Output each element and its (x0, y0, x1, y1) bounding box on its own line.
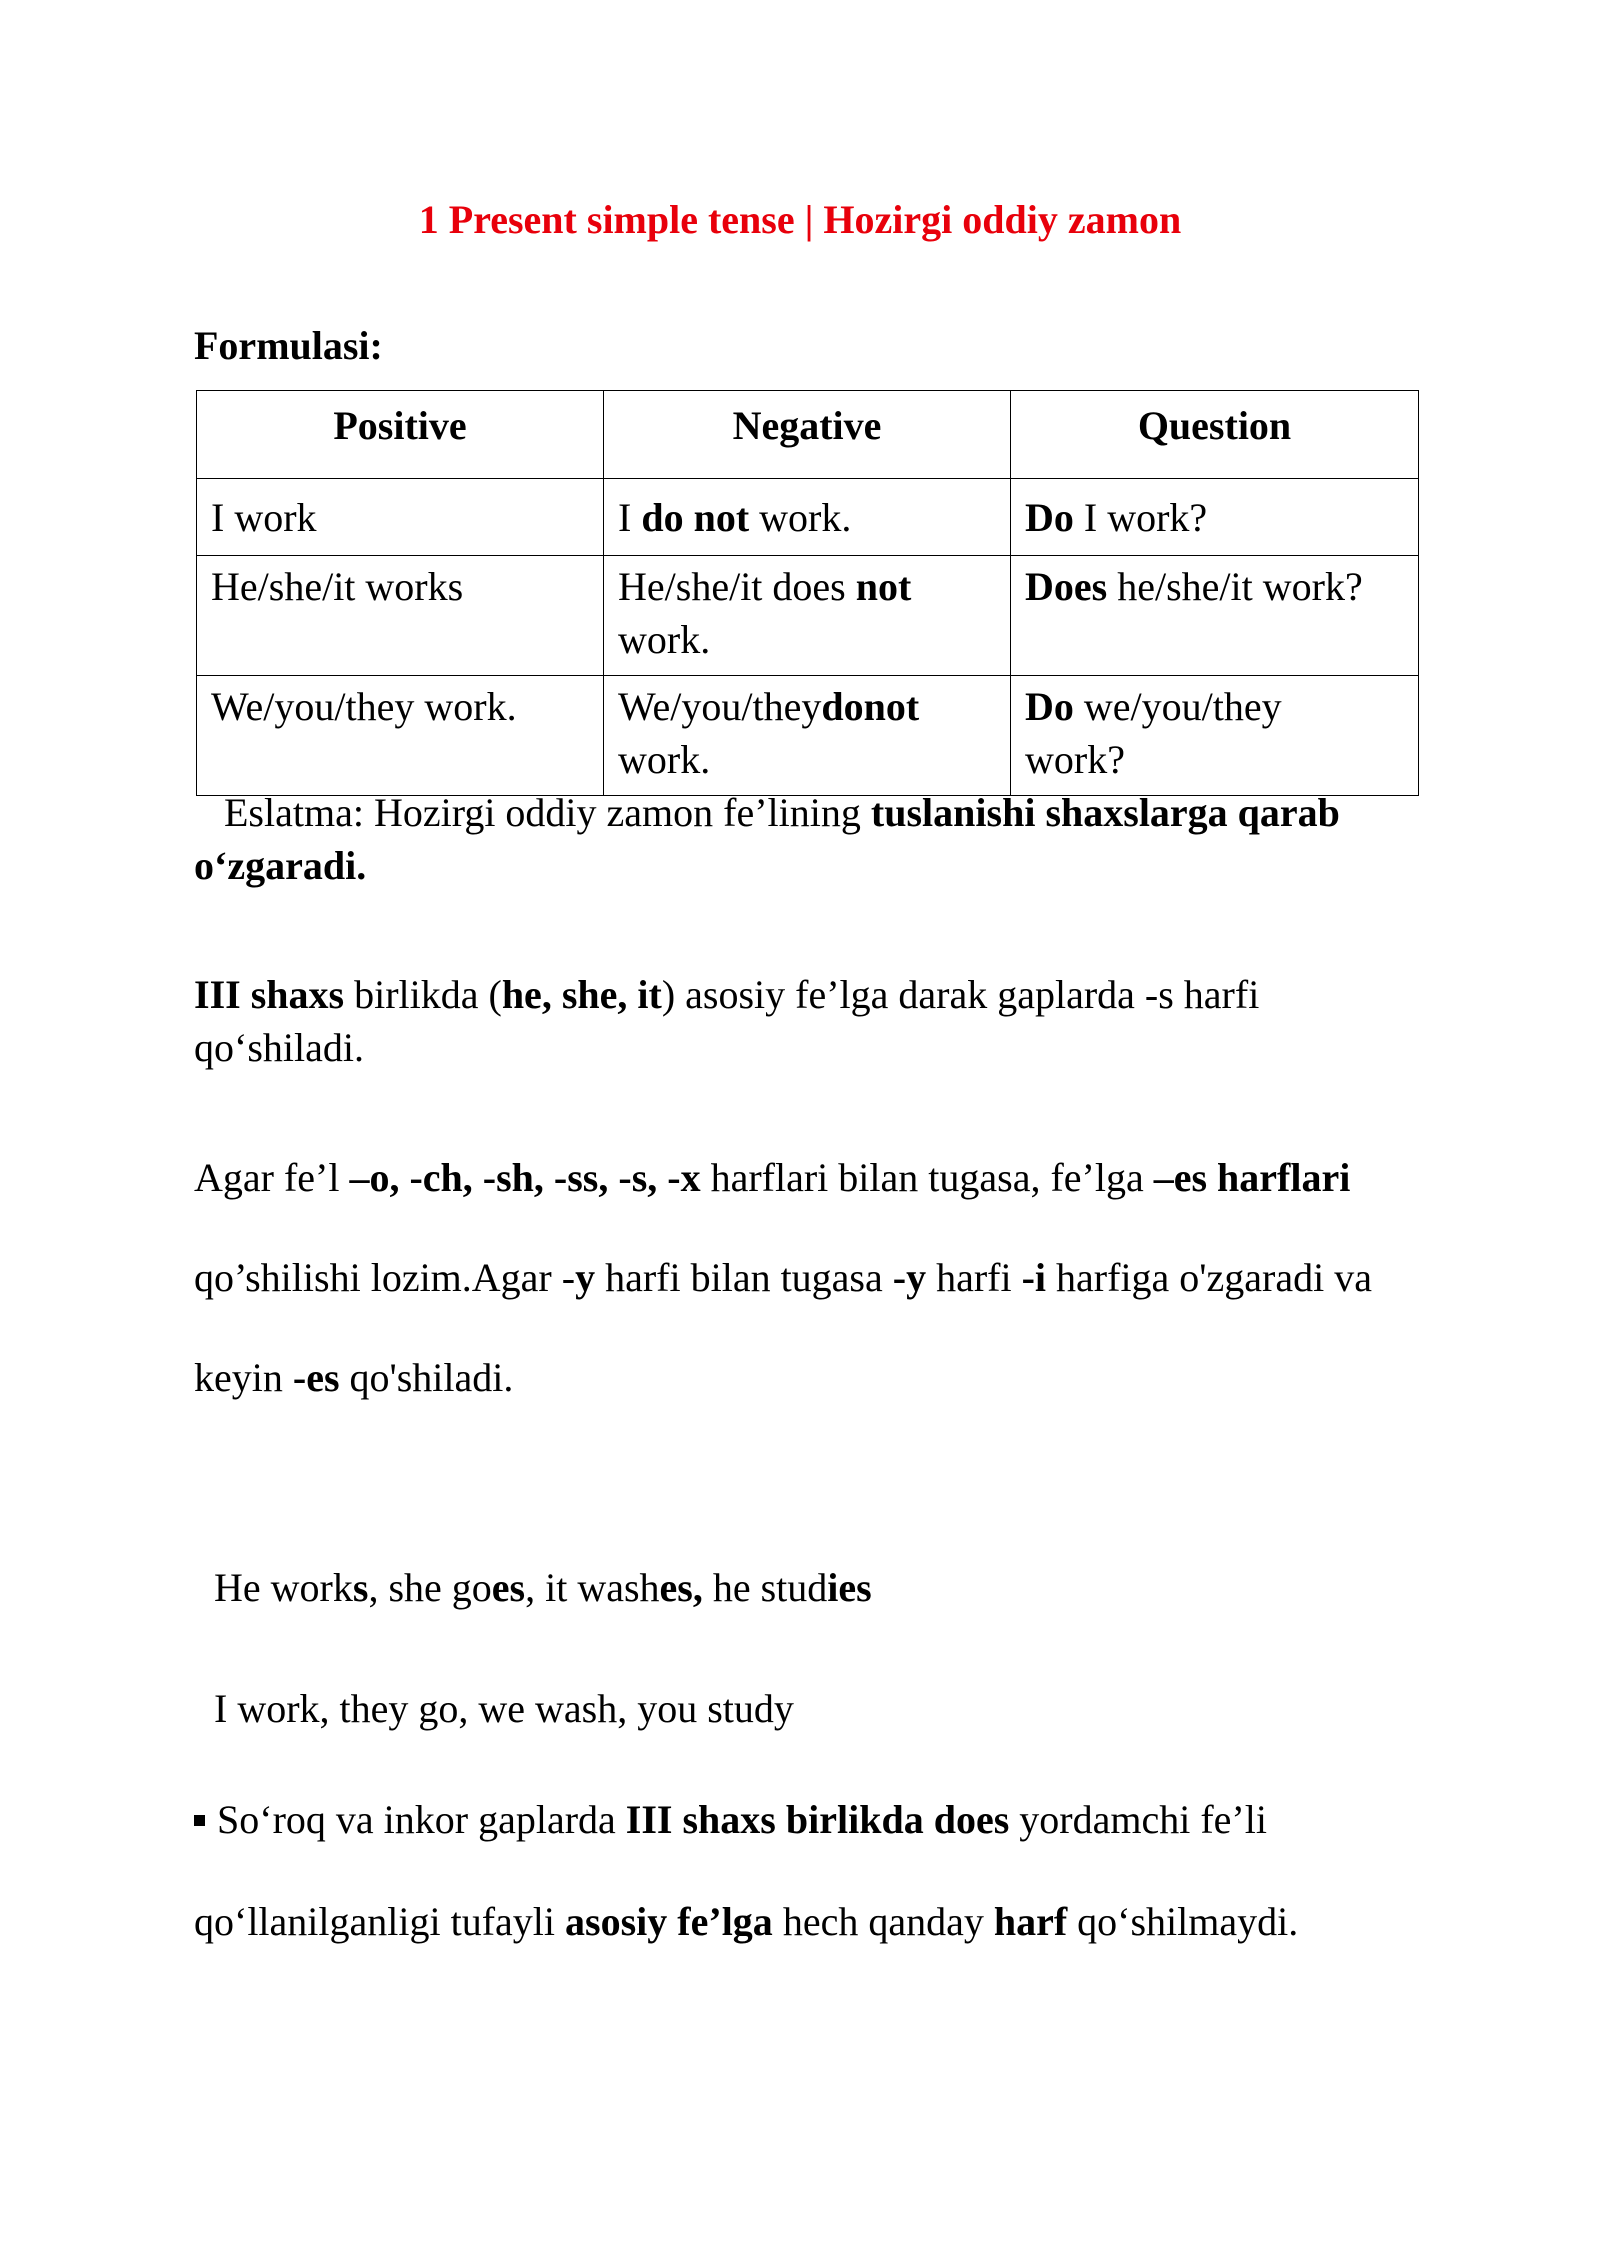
plain-text: ) asosiy fe’lga darak gaplarda -s harfi qo‘shiladi. (194, 972, 1260, 1070)
cell-bold: Do (1025, 684, 1074, 729)
table-row (197, 479, 1419, 556)
cell-bold: do (821, 684, 864, 729)
example-line-third-person (214, 1561, 1454, 1614)
plain-text: harfiga o'zgaradi va keyin (194, 1255, 1372, 1400)
plain-text: hech qanday (772, 1899, 994, 1944)
spelling-rule-paragraph (194, 1128, 1434, 1428)
cell-line: work. (618, 737, 711, 782)
bold-text: y (575, 1255, 596, 1300)
bold-suffix: es, (659, 1565, 703, 1610)
cell-negative (604, 556, 1011, 676)
cell-positive: We/you/they work. (197, 676, 604, 796)
cell-text: work. (749, 494, 852, 540)
third-person-paragraph (194, 968, 1434, 1074)
header-positive: Positive (197, 391, 604, 479)
cell-positive: He/she/it works (197, 556, 604, 676)
plain-text: qo‘shilmaydi. (1067, 1899, 1299, 1944)
cell-text: work? (1025, 737, 1125, 782)
bold-text: III shaxs birlikda does (625, 1797, 1010, 1842)
bold-suffix: ies (827, 1565, 872, 1610)
conjugation-table (196, 390, 1419, 796)
bold-text: –o, -ch, -sh, -ss, -s, -x (349, 1155, 701, 1200)
plain-text: birlikda ( (344, 972, 502, 1017)
note-text: Eslatma: Hozirgi oddiy zamon fe’lining (224, 790, 871, 835)
bold-text: –es harflari (1153, 1155, 1351, 1200)
table-row (197, 676, 1419, 796)
note-bold: tuslanishi shaxslarga qarab o‘zgaradi. (194, 790, 1340, 888)
cell-bold: Does (1025, 564, 1108, 609)
bullet-paragraph (194, 1769, 1434, 1973)
cell-text: He/she/it does (618, 564, 856, 609)
cell-text: he/she/it work? (1107, 564, 1363, 609)
bullet-icon (194, 1815, 205, 1826)
plain-text: , she go (368, 1565, 492, 1610)
cell-bold: do not (641, 494, 750, 540)
cell-question (1011, 556, 1419, 676)
plain-text: , it wash (525, 1565, 660, 1610)
header-question: Question (1011, 391, 1419, 479)
plain-text: harfi (926, 1255, 1022, 1300)
cell-line (618, 680, 996, 733)
cell-text: I (618, 494, 642, 540)
bold-text: asosiy fe’lga (565, 1899, 773, 1944)
bold-suffix: s (352, 1565, 369, 1610)
plain-text: Agar fe’l (194, 1155, 350, 1200)
plain-text: he stud (702, 1565, 828, 1610)
cell-question (1011, 676, 1419, 796)
plain-text: qo'shiladi. (339, 1355, 514, 1400)
bold-text: III shaxs (194, 972, 345, 1017)
table-row (197, 556, 1419, 676)
cell-negative (604, 676, 1011, 796)
bold-suffix: es (491, 1565, 526, 1610)
bold-text: he, she, it (501, 972, 662, 1017)
cell-text: we/you/they (1073, 684, 1282, 729)
page-title: 1 Present simple tense | Hozirgi oddiy zamon (418, 197, 1182, 242)
cell-text: I work? (1073, 494, 1208, 540)
bold-text: -y (892, 1255, 927, 1300)
bold-text: -i (1021, 1255, 1047, 1300)
cell-text: We/you/they (618, 684, 822, 729)
formula-heading: Formulasi: (194, 323, 383, 368)
cell-negative (604, 479, 1011, 556)
header-negative: Negative (604, 391, 1011, 479)
table-header-row (197, 391, 1419, 479)
plain-text: So‘roq va inkor gaplarda (217, 1797, 626, 1842)
plain-text: harflari bilan tugasa, fe’lga (700, 1155, 1154, 1200)
bold-text: -es (292, 1355, 340, 1400)
note-paragraph (194, 786, 1434, 892)
cell-question (1011, 479, 1419, 556)
bold-text: harf (993, 1899, 1068, 1944)
cell-bold: Do (1025, 494, 1074, 540)
cell-bold: not (863, 684, 920, 729)
plain-text: He work (214, 1565, 353, 1610)
cell-text: work. (618, 617, 711, 662)
plain-text: qo’shilishi lozim.Agar - (194, 1255, 576, 1300)
plain-text: harfi bilan tugasa (595, 1255, 893, 1300)
cell-positive: I work (197, 479, 604, 556)
plain-text: yordamchi fe’li qo‘llanilganligi tufayli (194, 1797, 1267, 1944)
example-line-base: I work, they go, we wash, you study (214, 1686, 794, 1731)
cell-bold: not (855, 564, 912, 609)
